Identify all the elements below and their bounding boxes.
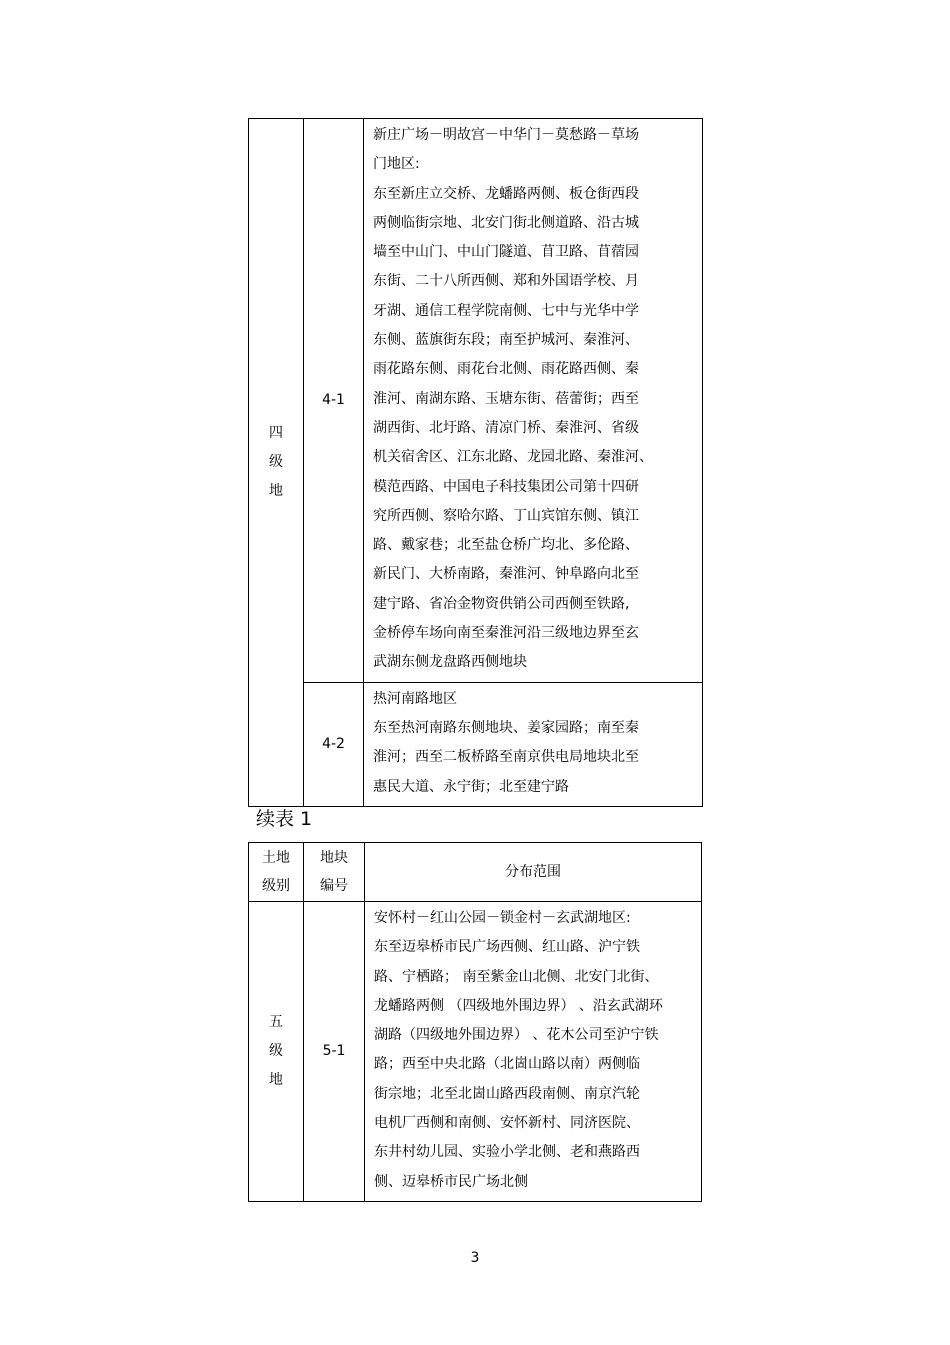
range-line: 侧、迈皋桥市民广场北侧 [374,1173,528,1190]
table-row [249,119,703,683]
grade-char: 地 [269,1071,283,1088]
range-line: 金桥停车场向南至秦淮河沿三级地边界至玄 [373,625,639,642]
table-row [249,682,703,806]
range-line: 热河南路地区 [373,690,457,707]
range-line: 机关宿舍区、江东北路、龙园北路、秦淮河、 [373,449,653,466]
range-line: 电机厂西侧和南侧、安怀新村、同济医院、 [374,1115,640,1132]
land-grade-table [248,842,702,1202]
range-line: 惠民大道、永宁街；北至建宁路 [373,778,569,795]
range-line: 湖西街、北圩路、清凉门桥、秦淮河、省级 [373,419,639,436]
range-line: 龙蟠路两侧 （四级地外围边界） 、沿玄武湖环 [374,997,663,1014]
header-text: 编号 [320,878,348,894]
range-line: 淮河、南湖东路、玉塘东街、蓓蕾街；西至 [373,390,639,407]
table-caption: 续表 1 [256,808,313,830]
range-line: 淮河；西至二板桥路至南京供电局地块北至 [373,749,639,766]
grade-char: 级 [269,1042,283,1059]
grade-char: 级 [269,453,283,470]
header-text: 级别 [262,878,290,894]
range-line: 东街、二十八所西侧、郑和外国语学校、月 [373,273,639,290]
range-line: 牙湖、通信工程学院南侧、七中与光华中学 [373,302,639,319]
range-line: 武湖东侧龙盘路西侧地块 [373,654,527,671]
page-number: 3 [470,1250,480,1266]
range-line: 新民门、大桥南路，秦淮河、钟阜路向北至 [373,566,639,583]
range-line: 路、戴家巷；北至盐仓桥广均北、多伦路、 [373,537,639,554]
parcel-code: 4-1 [304,119,364,683]
range-line: 街宗地；北至北崮山路西段南侧、南京汽轮 [374,1085,640,1102]
distribution-range [365,902,702,1202]
grade-char: 五 [269,1013,283,1030]
table-header-row [249,843,702,902]
range-line: 东至新庄立交桥、龙蟠路两侧、板仓街西段 [373,185,639,202]
range-line: 建宁路、省冶金物资供销公司西侧至铁路, [373,595,630,612]
range-line: 东至热河南路东侧地块、姜家园路；南至秦 [373,719,639,736]
distribution-range [364,119,703,683]
range-line: 安怀村－红山公园－锁金村－玄武湖地区: [374,910,631,926]
table-row [249,902,702,1202]
header-parcel-code [304,843,365,902]
parcel-code: 4-2 [304,682,364,806]
range-line: 雨花路东侧、雨花台北侧、雨花路西侧、秦 [373,361,639,378]
range-line: 新庄广场－明故宫－中华门－莫愁路－草场 [373,127,639,143]
range-line: 模范西路、中国电子科技集团公司第十四研 [373,478,639,495]
grade-cell [249,119,304,807]
land-grade-table-continued [248,118,703,807]
range-line: 东侧、蓝旗街东段；南至护城河、秦淮河、 [373,332,639,349]
range-line: 东井村幼儿园、实验小学北侧、老和燕路西 [374,1144,640,1161]
range-line: 两侧临街宗地、北安门街北侧道路、沿古城 [373,214,639,231]
distribution-range [364,682,703,806]
header-distribution-range: 分布范围 [365,843,702,902]
header-land-grade [249,843,304,902]
grade-cell [249,902,304,1202]
header-text: 地块 [320,850,348,866]
range-line: 路、宁栖路； 南至紫金山北侧、北安门北街、 [374,968,659,985]
range-line: 东至迈皋桥市民广场西侧、红山路、沪宁铁 [374,939,640,956]
header-text: 土地 [262,850,290,866]
range-line: 门地区: [373,156,420,173]
grade-char: 地 [269,482,283,499]
grade-char: 四 [269,424,283,441]
range-line: 究所西侧、察哈尔路、丁山宾馆东侧、镇江 [373,507,639,524]
range-line: 墙至中山门、中山门隧道、苜卫路、苜蓿园 [373,244,639,261]
range-line: 路；西至中央北路（北崮山路以南）两侧临 [374,1056,640,1073]
parcel-code: 5-1 [304,902,365,1202]
range-line: 湖路（四级地外围边界） 、花木公司至沪宁铁 [374,1027,659,1044]
